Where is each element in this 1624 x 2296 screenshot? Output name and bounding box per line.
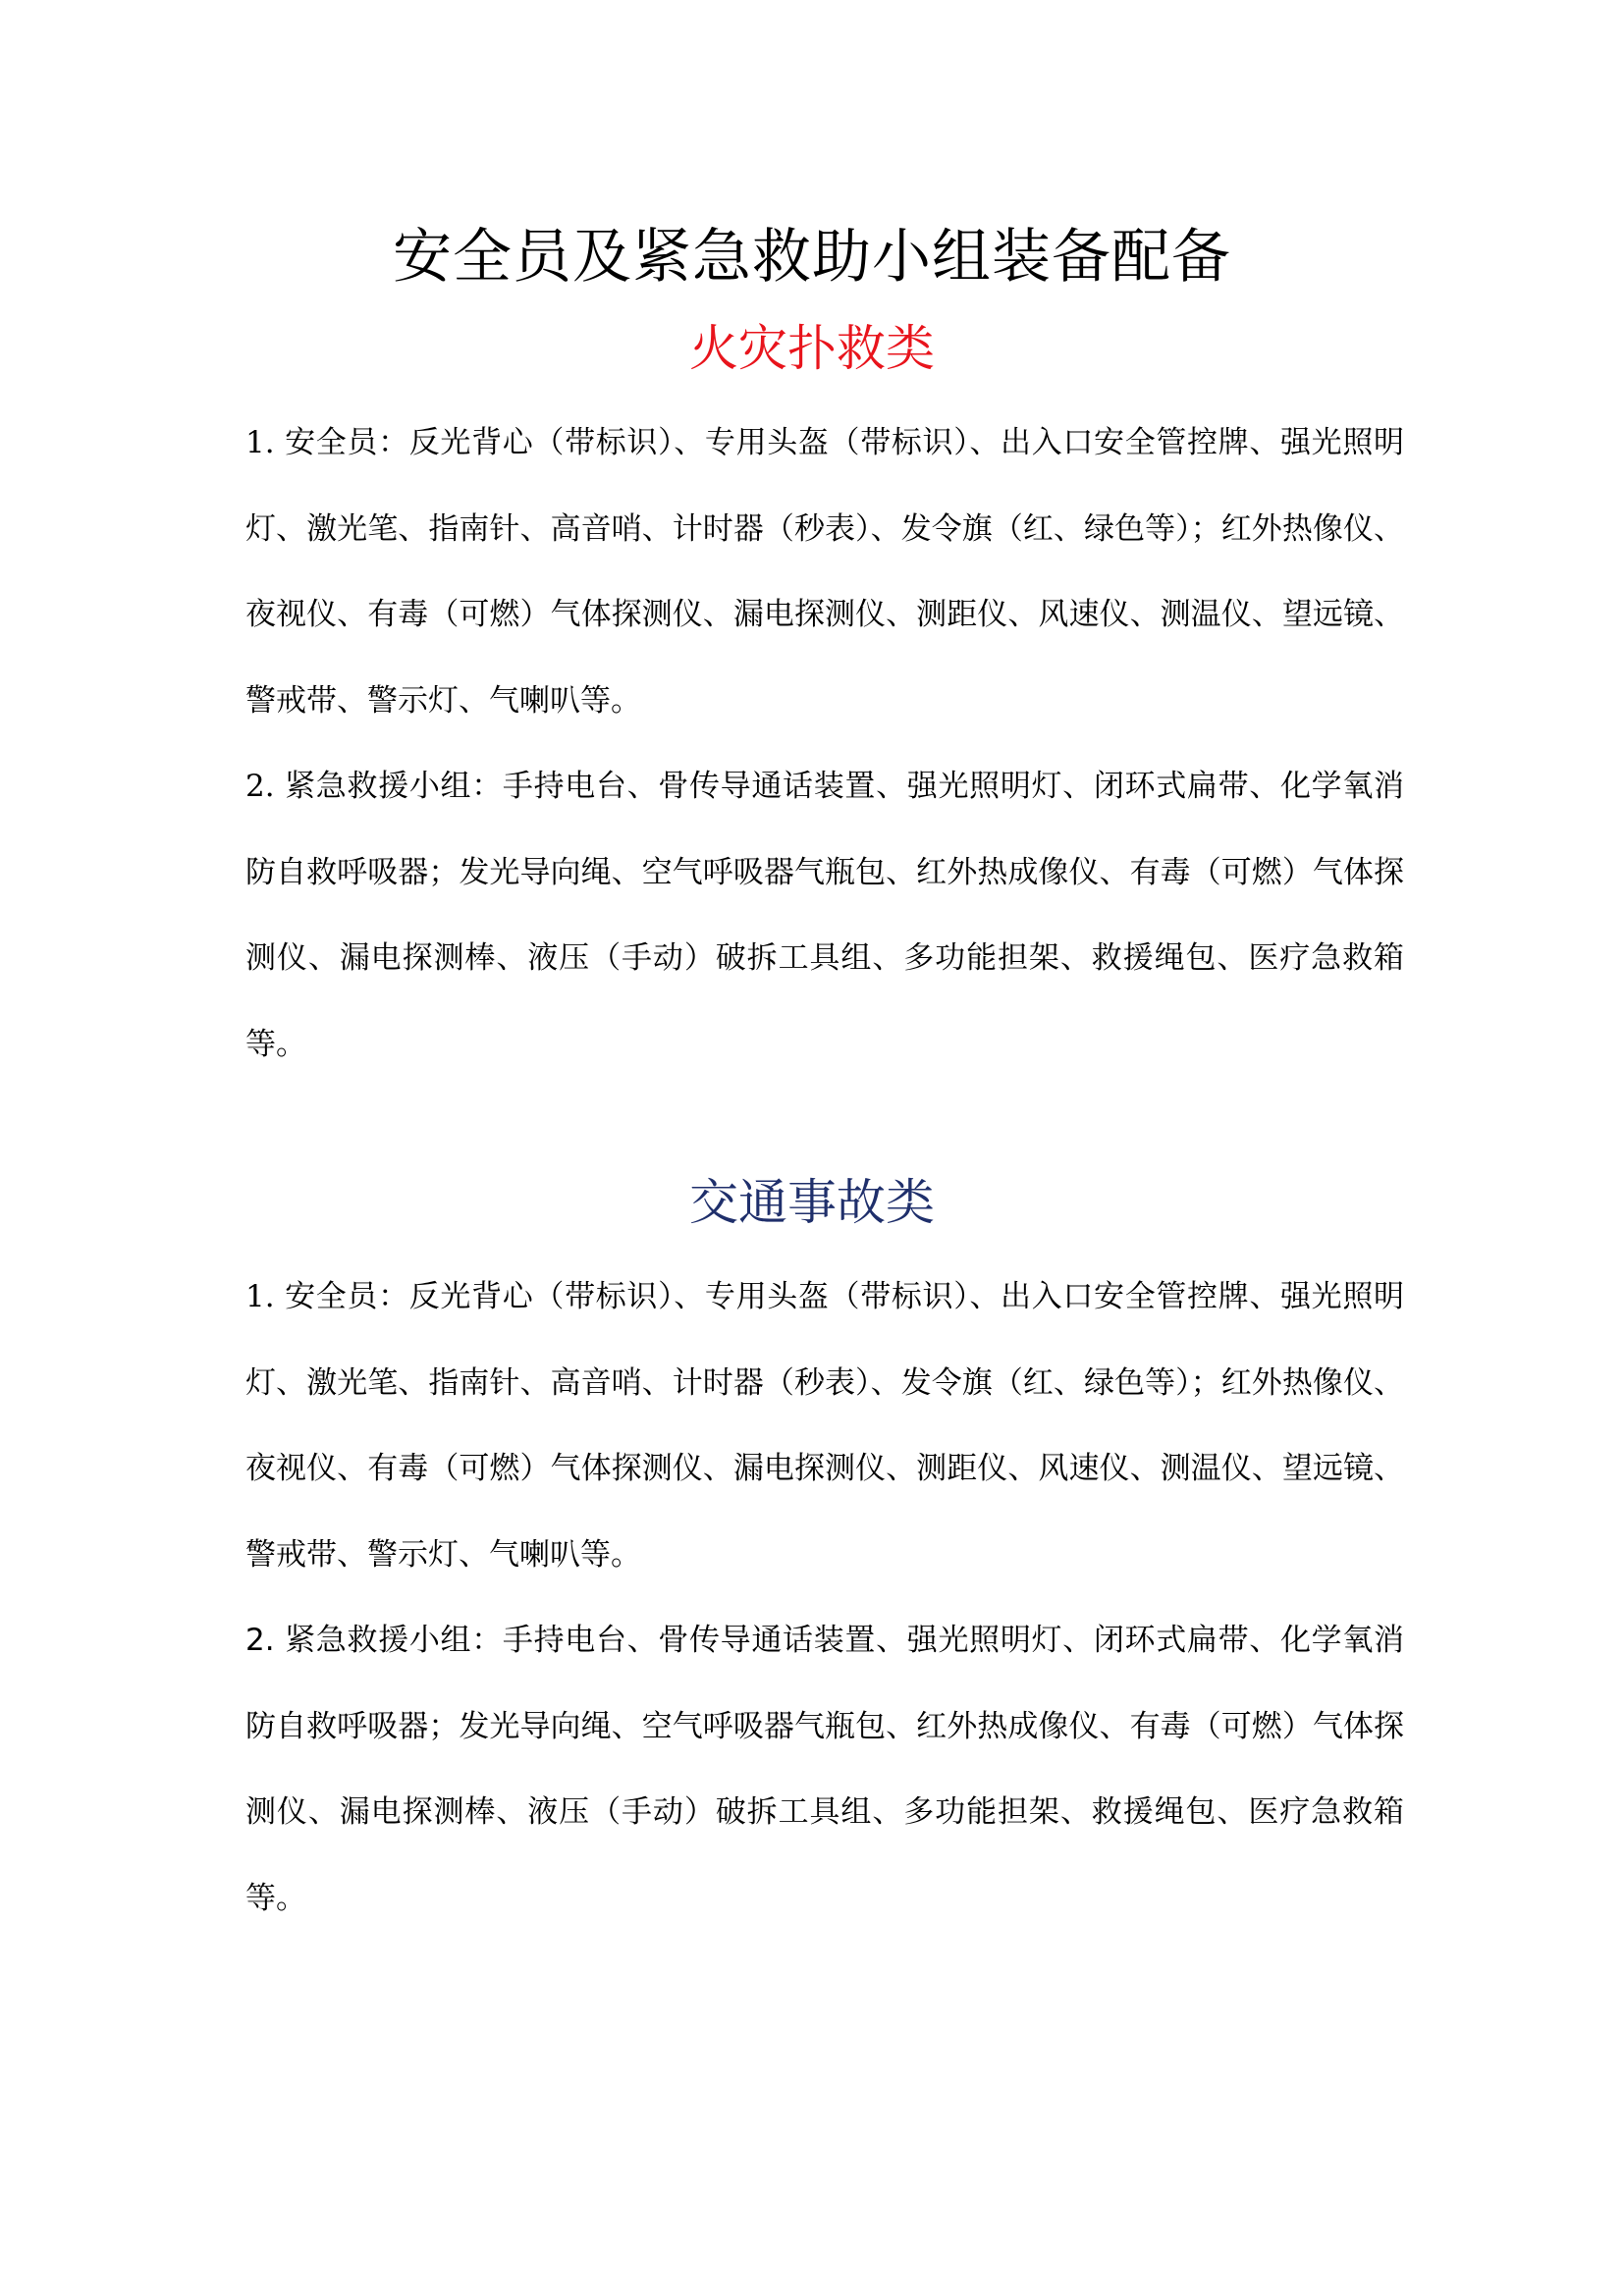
traffic-item-2-number: 2.	[245, 1623, 286, 1658]
document-title: 安全员及紧急救助小组装备配备	[393, 223, 1231, 292]
traffic-item-1-number: 1.	[245, 1279, 286, 1314]
fire-item-1	[245, 400, 1404, 744]
section-body-traffic	[245, 1255, 1404, 1942]
fire-item-1-text: 安全员：反光背心（带标识）、专用头盔（带标识）、出入口安全管控牌、强光照明灯、激光笔、指南针、高音哨、计时器（秒表）、发令旗（红、绿色等）；红外热像仪、夜视仪、有毒（可燃）气体探测仪、漏电探测仪、测距仪、风速仪、测温仪、望远镜、警戒带、警示灯、气喇叭等。	[245, 425, 1405, 719]
traffic-item-2	[245, 1598, 1404, 1942]
traffic-item-1-text: 安全员：反光背心（带标识）、专用头盔（带标识）、出入口安全管控牌、强光照明灯、激光笔、指南针、高音哨、计时器（秒表）、发令旗（红、绿色等）；红外热像仪、夜视仪、有毒（可燃）气体探测仪、漏电探测仪、测距仪、风速仪、测温仪、望远镜、警戒带、警示灯、气喇叭等。	[245, 1279, 1405, 1573]
section-body-fire	[245, 400, 1404, 1088]
section-heading-fire: 火灾扑救类	[689, 320, 935, 377]
fire-item-2-number: 2.	[245, 769, 286, 804]
traffic-item-2-text: 紧急救援小组：手持电台、骨传导通话装置、强光照明灯、闭环式扁带、化学氧消防自救呼吸器；发光导向绳、空气呼吸器气瓶包、红外热成像仪、有毒（可燃）气体探测仪、漏电探测棒、液压（手动）破拆工具组、多功能担架、救援绳包、医疗急救箱等。	[245, 1623, 1405, 1916]
fire-item-1-number: 1.	[245, 425, 286, 460]
section-heading-traffic: 交通事故类	[689, 1174, 935, 1231]
traffic-item-1	[245, 1255, 1404, 1598]
fire-item-2-text: 紧急救援小组：手持电台、骨传导通话装置、强光照明灯、闭环式扁带、化学氧消防自救呼吸器；发光导向绳、空气呼吸器气瓶包、红外热成像仪、有毒（可燃）气体探测仪、漏电探测棒、液压（手动）破拆工具组、多功能担架、救援绳包、医疗急救箱等。	[245, 769, 1405, 1062]
fire-item-2	[245, 744, 1404, 1088]
